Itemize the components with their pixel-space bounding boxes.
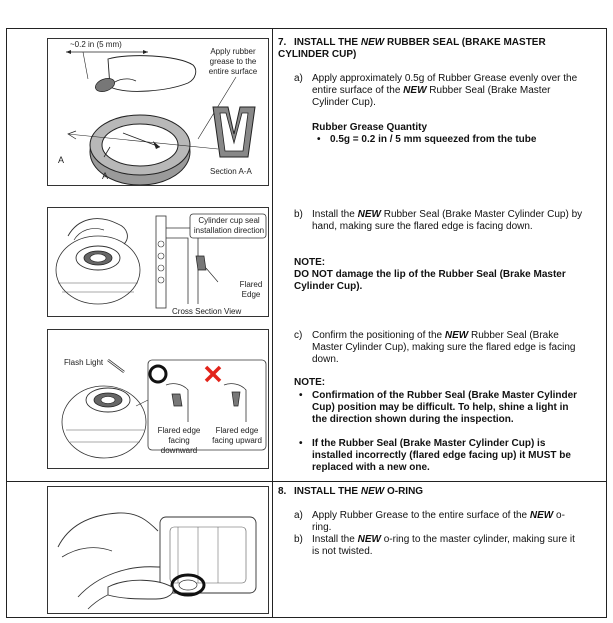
note-2-title: NOTE: bbox=[294, 377, 326, 388]
figure-o-ring bbox=[47, 486, 269, 614]
note-2-bullet-1: • Confirmation of the Rubber Seal (Brake Master Cylinder Cup) position may be difficult. To help, shine a light in the direction shown during the inspection. bbox=[294, 390, 584, 426]
grease-quantity-title: Rubber Grease Quantity bbox=[312, 122, 428, 133]
section-8-number: 8. bbox=[278, 486, 287, 497]
direction-label: Cylinder cup seal installation direction bbox=[193, 216, 265, 235]
step-8a: a) Apply Rubber Grease to the entire surface of the NEW o-ring. bbox=[294, 510, 565, 533]
note-1-title: NOTE: bbox=[294, 257, 326, 268]
step-7a: a) Apply approximately 0.5g of Rubber Grease evenly over the entire surface of the NEW Rubber Seal (Brake Master Cylinder Cup). bbox=[294, 73, 578, 108]
dimension-label: ~0.2 in (5 mm) bbox=[70, 40, 122, 49]
step-7c: c) Confirm the positioning of the NEW Rubber Seal (Brake Master Cylinder Cup), making sure the flared edge is facing down. bbox=[294, 330, 576, 365]
figure-installation bbox=[47, 207, 269, 317]
section-7-heading: 7. INSTALL THE NEW RUBBER SEAL (BRAKE MASTER CYLINDER CUP) bbox=[278, 37, 546, 60]
note-1-text: DO NOT damage the lip of the Rubber Seal (Brake Master Cylinder Cup). bbox=[294, 269, 566, 292]
flared-up-label: Flared edge facing upward bbox=[212, 426, 262, 445]
section-label: Section A-A bbox=[210, 167, 252, 176]
section-mark-right: A bbox=[102, 171, 109, 181]
figure-grease-application bbox=[47, 38, 269, 186]
flared-down-label: Flared edge facing downward bbox=[157, 426, 201, 455]
note-2-bullet-2: • If the Rubber Seal (Brake Master Cylinder Cup) is installed incorrectly (flared edge facing up) it MUST be replaced with a new one. bbox=[294, 438, 584, 474]
figure-confirmation bbox=[47, 329, 269, 469]
flash-light-label: Flash Light bbox=[64, 358, 104, 367]
flared-edge-label: Flared Edge bbox=[239, 280, 263, 299]
section-8-heading: 8. INSTALL THE NEW O-RING bbox=[278, 486, 424, 497]
o-ring-illustration bbox=[48, 487, 269, 614]
step-7b: b) Install the NEW Rubber Seal (Brake Master Cylinder Cup) by hand, making sure the flared edge is facing down. bbox=[294, 209, 583, 232]
column-divider bbox=[272, 28, 273, 618]
cross-section-caption: Cross Section View bbox=[172, 307, 242, 316]
section-mark-left: A bbox=[58, 155, 65, 165]
grease-quantity-bullet: • 0.5g = 0.2 in / 5 mm squeezed from the tube bbox=[312, 134, 592, 146]
row-divider bbox=[6, 481, 607, 482]
step-8b: b) Install the NEW o-ring to the master cylinder, making sure it is not twisted. bbox=[294, 534, 575, 557]
section-7-number: 7. bbox=[278, 37, 287, 48]
grease-label: Apply rubber grease to the entire surface bbox=[208, 47, 258, 76]
